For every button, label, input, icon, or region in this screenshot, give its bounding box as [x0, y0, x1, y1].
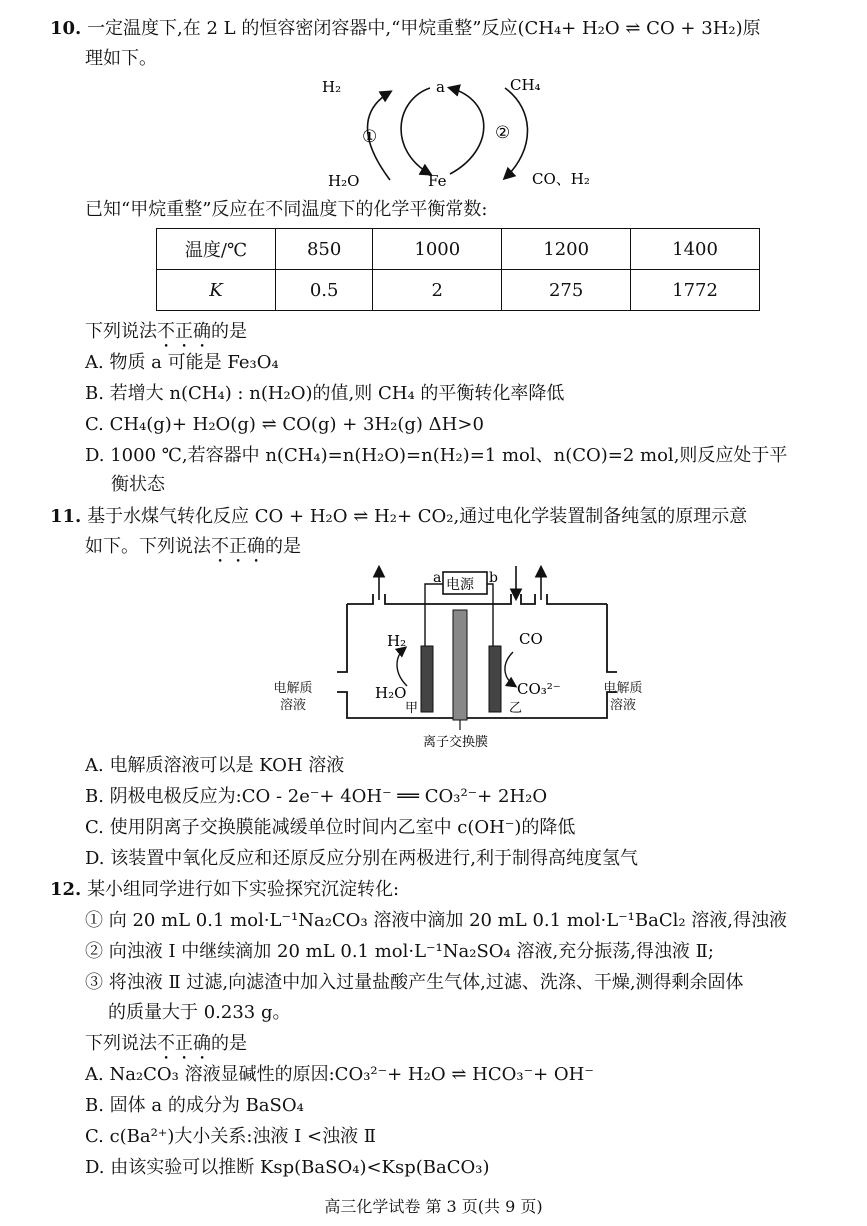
- table-cell: 1200: [502, 229, 631, 270]
- q10-option-b: B. 若增大 n(CH₄) : n(H₂O)的值,则 CH₄ 的平衡转化率降低: [85, 383, 565, 404]
- cycle-step1: ①: [362, 127, 378, 147]
- cycle-ch4: CH₄: [510, 76, 541, 94]
- q11-stem-text: 基于水煤气转化反应 CO + H₂O ⇌ H₂+ CO₂,通过电化学装置制备纯氢的原理示意: [87, 506, 748, 527]
- cycle-h2o: H₂O: [328, 172, 360, 190]
- electrode-jia: [421, 646, 433, 712]
- table-header-k: K: [157, 270, 276, 311]
- label-co3: CO₃²⁻: [517, 680, 561, 698]
- power-supply-label: 电源: [446, 577, 474, 593]
- q12-step-3-cont: 的质量大于 0.233 g。: [108, 1002, 291, 1023]
- cycle-arc-center-right: [450, 88, 484, 174]
- q12-prompt-emphasis: 不正确: [157, 1033, 211, 1054]
- q10-cycle-diagram: [300, 70, 600, 192]
- q12-option-b: B. 固体 a 的成分为 BaSO₄: [85, 1095, 304, 1116]
- q11-prompt-post: 的是: [265, 536, 301, 557]
- table-cell: 1772: [631, 270, 760, 311]
- q12-option-a: A. Na₂CO₃ 溶液显碱性的原因:CO₃²⁻+ H₂O ⇌ HCO₃⁻+ OH⁻: [85, 1064, 594, 1085]
- q10-known: 已知“甲烷重整”反应在不同温度下的化学平衡常数:: [85, 199, 488, 220]
- electrode-yi: [489, 646, 501, 712]
- cycle-fe: Fe: [428, 172, 447, 190]
- q12-step-1: ① 向 20 mL 0.1 mol·L⁻¹Na₂CO₃ 溶液中滴加 20 mL 0.1 mol·L⁻¹BaCl₂ 溶液,得浊液: [85, 910, 788, 931]
- terminal-a: a: [433, 570, 442, 586]
- wire-right: [487, 584, 493, 646]
- label-jia: 甲: [405, 701, 419, 716]
- q12-option-c: C. c(Ba²⁺)大小关系:浊液 Ⅰ <浊液 Ⅱ: [85, 1126, 377, 1147]
- left-electrolyte-label: [268, 680, 318, 714]
- q12-number: 12.: [50, 879, 82, 900]
- table-cell: 0.5: [276, 270, 373, 311]
- label-co: CO: [519, 630, 543, 648]
- q10-prompt-post: 的是: [211, 321, 247, 342]
- cycle-arc-center-left: [401, 88, 430, 174]
- q11-option-d: D. 该装置中氧化反应和还原反应分别在两极进行,利于制得高纯度氢气: [85, 848, 638, 869]
- q12-stem: [50, 878, 399, 902]
- cycle-step2: ②: [495, 123, 511, 143]
- table-row: [157, 270, 760, 311]
- label-h2o: H₂O: [375, 684, 407, 702]
- table-cell: 850: [276, 229, 373, 270]
- table-cell: 2: [373, 270, 502, 311]
- q12-step-2: ② 向浊液 Ⅰ 中继续滴加 20 mL 0.1 mol·L⁻¹Na₂SO₄ 溶液,充分振荡,得浊液 Ⅱ;: [85, 941, 714, 962]
- q10-prompt: [85, 320, 247, 352]
- co-to-co3-arrow: [505, 652, 515, 686]
- table-cell: 1000: [373, 229, 502, 270]
- q11-prompt-pre: 如下。下列说法: [85, 536, 211, 557]
- q11-option-a: A. 电解质溶液可以是 KOH 溶液: [85, 755, 345, 776]
- q11-prompt-emphasis: 不正确: [211, 536, 265, 557]
- q10-option-a: A. 物质 a 可能是 Fe₃O₄: [85, 352, 279, 373]
- q10-option-d-cont: 衡状态: [111, 474, 165, 495]
- q10-option-d: D. 1000 ℃,若容器中 n(CH₄)=n(H₂O)=n(H₂)=1 mol、n(CO)=2 mol,则反应处于平: [85, 445, 788, 466]
- table-row: [157, 229, 760, 270]
- q10-option-c: C. CH₄(g)+ H₂O(g) ⇌ CO(g) + 3H₂(g) ΔH>0: [85, 414, 484, 435]
- q12-prompt-pre: 下列说法: [85, 1033, 157, 1054]
- q10-stem-line1: [50, 17, 761, 41]
- table-cell: 275: [502, 270, 631, 311]
- q10-stem-text: 一定温度下,在 2 L 的恒容密闭容器中,“甲烷重整”反应(CH₄+ H₂O ⇌ CO + 3H₂)原: [87, 18, 761, 39]
- q12-step-3: ③ 将浊液 Ⅱ 过滤,向滤渣中加入过量盐酸产生气体,过滤、洗涤、干燥,测得剩余固体: [85, 972, 744, 993]
- q12-option-d: D. 由该实验可以推断 Ksp(BaSO₄)<Ksp(BaCO₃): [85, 1157, 490, 1178]
- cycle-co-h2: CO、H₂: [532, 170, 590, 188]
- left-electrolyte-text: 电解质溶液: [273, 681, 313, 713]
- table-header-temperature: 温度/℃: [157, 229, 276, 270]
- label-yi: 乙: [509, 701, 523, 716]
- q12-stem-text: 某小组同学进行如下实验探究沉淀转化:: [87, 879, 400, 900]
- q11-number: 11.: [50, 506, 82, 527]
- q12-prompt-post: 的是: [211, 1033, 247, 1054]
- cell-lid-left: [347, 594, 607, 604]
- table-cell: 1400: [631, 229, 760, 270]
- q11-option-c: C. 使用阴离子交换膜能减缓单位时间内乙室中 c(OH⁻)的降低: [85, 817, 576, 838]
- right-electrolyte-label: [598, 680, 648, 714]
- q10-prompt-pre: 下列说法: [85, 321, 157, 342]
- cycle-h2: H₂: [322, 78, 342, 96]
- terminal-b: b: [489, 570, 498, 586]
- q11-stem-line1: [50, 505, 747, 529]
- q10-prompt-emphasis: 不正确: [157, 321, 211, 342]
- q11-electrolysis-apparatus: [265, 560, 665, 755]
- q12-prompt: [85, 1032, 247, 1064]
- label-membrane: 离子交换膜: [423, 735, 489, 750]
- wire-left: [425, 584, 443, 646]
- equilibrium-constant-table: [156, 228, 760, 311]
- q10-stem-line2: 理如下。: [85, 48, 157, 69]
- page-footer: 高三化学试卷 第 3 页(共 9 页): [324, 1197, 543, 1216]
- q10-number: 10.: [50, 18, 82, 39]
- h2o-to-h2-arrow: [397, 648, 407, 686]
- right-electrolyte-text: 电解质溶液: [603, 681, 643, 713]
- cycle-a: a: [436, 78, 445, 96]
- q11-option-b: B. 阴极电极反应为:CO - 2e⁻+ 4OH⁻ ══ CO₃²⁻+ 2H₂O: [85, 786, 548, 807]
- label-h2: H₂: [387, 632, 407, 650]
- ion-exchange-membrane: [453, 610, 467, 720]
